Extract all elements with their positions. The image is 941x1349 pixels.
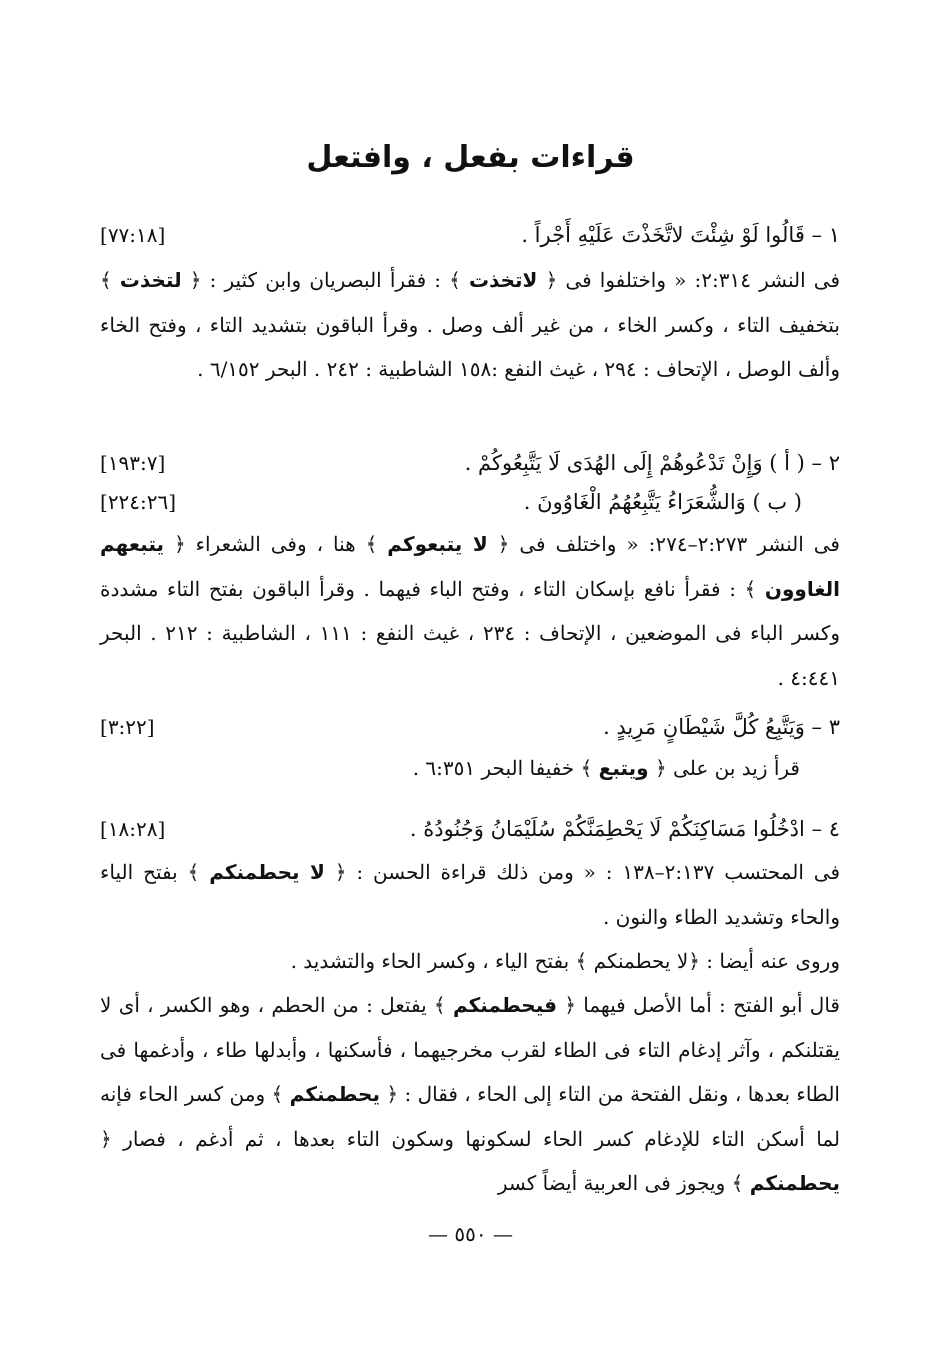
commentary-4-a: فى المحتسب ٢:١٣٧–١٣٨ : « ومن ذلك قراءة الحسن : ﴿ لا يحطمنكم ﴾ بفتح الياء والحاء وتشديد الطاء والنون . — [100, 860, 840, 929]
verse-1-row — [100, 212, 840, 258]
keyword: ويتبع — [598, 756, 649, 780]
verse-1-ref: [٧٧:١٨] — [100, 223, 166, 247]
verse-3-ref: [٣:٢٢] — [100, 715, 155, 739]
keyword: يحطمنكم — [289, 1082, 380, 1106]
commentary-2: فى النشر ٢:٢٧٣–٢٧٤: « واختلف فى ﴿ لا يتبعوكم ﴾ هنا ، وفى الشعراء ﴿ يتبعهم الغاوون ﴾ : فقرأ نافع بإسكان التاء ، وفتح الباء فيهما . وقرأ الباقون بفتح التاء مشددة وكسر الباء فى الموضعين ، الإتحاف : ٢٣٤ ، غيث النفع : ١١١ ، الشاطبية : ٢١٢ . البحر ٤:٤٤١ . — [100, 532, 841, 690]
commentary-1: فى النشر ٢:٣١٤: « واختلفوا فى ﴿ لاتخذت ﴾ : فقرأ البصريان وابن كثير : ﴿ لتخذت ﴾ بتخفيف التاء ، وكسر الخاء ، من غير ألف وصل . وقرأ الباقون بتشديد التاء ، وفتح الخاء وألف الوصل ، الإتحاف : ٢٩٤ ، غيث النفع :١٥٨ الشاطبية : ٢٤٢ . البحر ٦/١٥٢ . — [100, 268, 841, 381]
page-number: — ٥٥٠ — — [428, 1222, 513, 1246]
keyword: يتبعهم الغاوون — [100, 532, 840, 601]
keyword: لا يتبعوكم — [387, 532, 488, 556]
commentary-4-b: وروى عنه أيضا : ﴿لا يحطمنكم ﴾ بفتح الياء ، وكسر الحاء والتشديد . — [290, 949, 840, 973]
verse-1: ١ – قَالُوا لَوْ شِئْتَ لاتَّخَذْتَ عَلَيْهِ أَجْراً . — [521, 223, 840, 247]
verse-2a-ref: [١٩٣:٧] — [100, 451, 166, 475]
keyword: لا يحطمنكم — [209, 860, 325, 884]
keyword: فيحطمنكم — [452, 993, 557, 1017]
page-title: قراءات بفعل ، وافتعل — [306, 140, 635, 175]
commentary-4-c: قال أبو الفتح : أما الأصل فيهما ﴿ فيحطمنكم ﴾ يفتعل : من الحطم ، وهو الكسر ، أى لا يقتلنكم ، وآثر إدغام التاء فى الطاء لقرب مخرجيهما ، فأسكنها ، وأبدلها طاء ، وأدغمها فى الطاء بعدها ، ونقل الفتحة من التاء إلى الحاء ، فقال : ﴿ يحطمنكم ﴾ ومن كسر الحاء فإنه لما أسكن التاء للإدغام كسر الحاء لسكونها وسكون التاء بعدها ، ثم أدغم ، فصار ﴿ يحطمنكم ﴾ ويجوز فى العربية أيضاً كسر — [100, 993, 840, 1195]
verse-4: ٤ – ادْخُلُوا مَسَاكِنَكُمْ لَا يَحْطِمَنَّكُمْ سُلَيْمَانُ وَجُنُودُهُ . — [409, 817, 840, 841]
verse-2b-ref: [٢٢٤:٢٦] — [100, 490, 177, 514]
verse-3-row — [100, 704, 840, 750]
verse-3: ٣ – وَيَتَّبِعُ كُلَّ شَيْطَانٍ مَرِيدٍ . — [603, 715, 840, 739]
verse-4-ref: [١٨:٢٨] — [100, 817, 166, 841]
keyword: لتخذت — [119, 268, 182, 292]
verse-2b: ( ب ) وَالشُّعَرَاءُ يَتَّبِعُهُمُ الْغَاوُونَ . — [523, 490, 802, 514]
verse-2a: ٢ – ( أ ) وَإِنْ تَدْعُوهُمْ إِلَى الهُدَى لَا يَتَّبِعُوكُمْ . — [464, 451, 840, 475]
keyword: يحطمنكم — [749, 1171, 840, 1195]
verse-2b-row — [100, 479, 840, 525]
keyword: لاتخذت — [468, 268, 538, 292]
verse-4-row — [100, 806, 840, 852]
commentary-3: قرأ زيد بن على ﴿ ويتبع ﴾ خفيفا البحر ٦:٣٥١ . — [412, 756, 800, 780]
